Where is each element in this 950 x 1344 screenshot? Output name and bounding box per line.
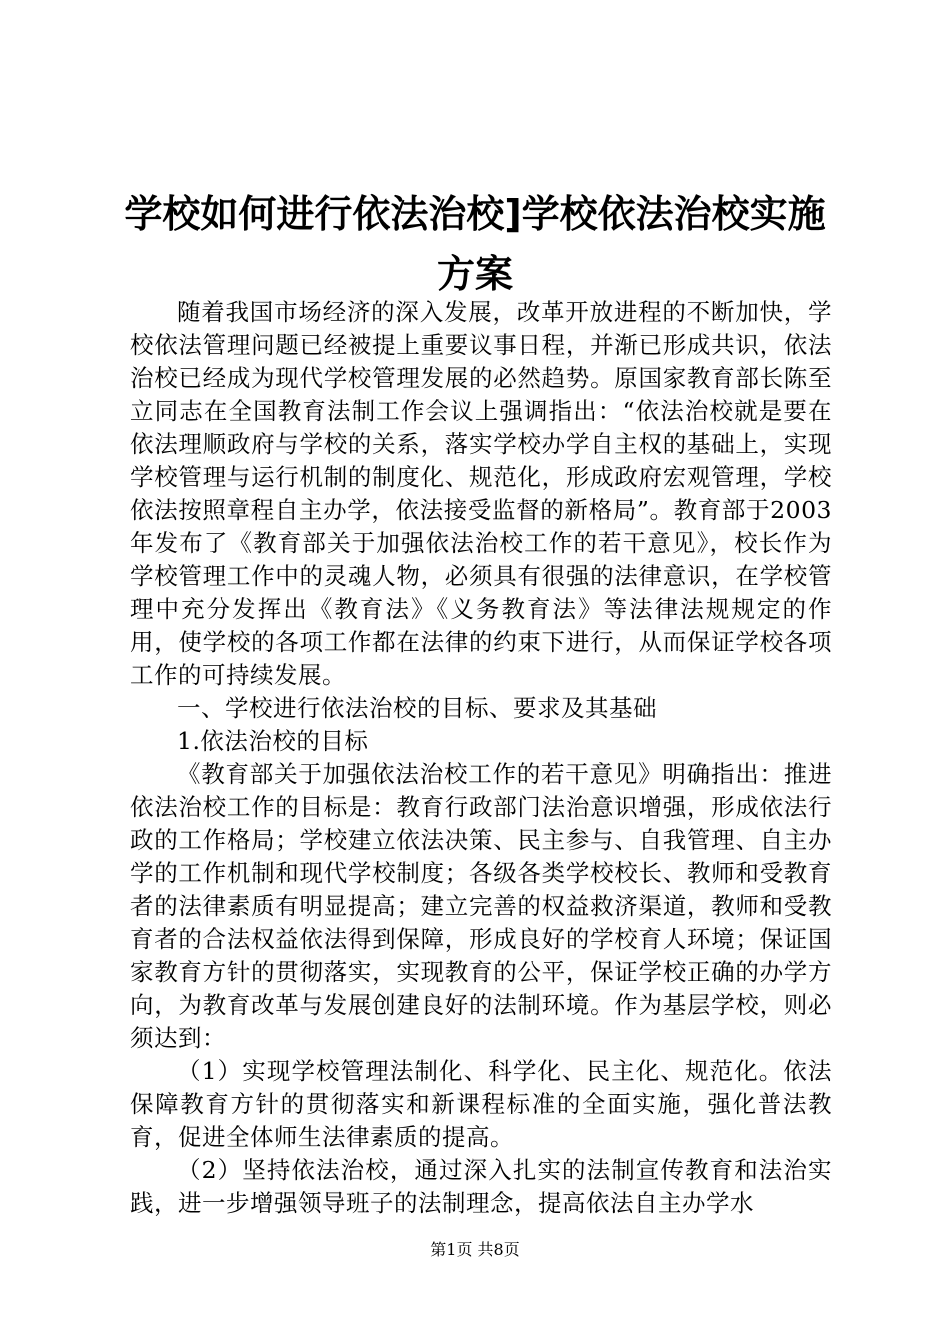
page-footer: 第1页 共8页	[430, 1240, 520, 1259]
list-item-2: （2）坚持依法治校，通过深入扎实的法制宣传教育和法治实践，进一步增强领导班子的法制理念，提高依法自主办学水	[130, 1156, 832, 1217]
intro-paragraph: 随着我国市场经济的深入发展，改革开放进程的不断加快，学校依法管理问题已经被提上重要议事日程，并渐已形成共识，依法治校已经成为现代学校管理发展的必然趋势。原国家教育部长陈至立同志在全国教育法制工作会议上强调指出：“依法治校就是要在依法理顺政府与学校的关系，落实学校办学自主权的基础上，实现学校管理与运行机制的制度化、规范化，形成政府宏观管理，学校依法按照章程自主办学，依法接受监督的新格局”。教育部于2003年发布了《教育部关于加强依法治校工作的若干意见》，校长作为学校管理工作中的灵魂人物，必须具有很强的法律意识，在学校管理中充分发挥出《教育法》《义务教育法》等法律法规规定的作用，使学校的各项工作都在法律的约束下进行，从而保证学校各项工作的可持续发展。	[130, 298, 832, 689]
list-item-1: （1）实现学校管理法制化、科学化、民主化、规范化。依法保障教育方针的贯彻落实和新课程标准的全面实施，强化普法教育，促进全体师生法律素质的提高。	[130, 1057, 832, 1151]
section-heading-1: 一、学校进行依法治校的目标、要求及其基础	[177, 694, 657, 722]
document-title: 学校如何进行依法治校]学校依法治校实施方案	[124, 192, 826, 296]
document-body	[130, 296, 832, 1220]
subsection-heading-1-1: 1.依法治校的目标	[177, 727, 369, 755]
goal-paragraph: 《教育部关于加强依法治校工作的若干意见》明确指出：推进依法治校工作的目标是：教育行政部门法治意识增强，形成依法行政的工作格局；学校建立依法决策、民主参与、自我管理、自主办学的工作机制和现代学校制度；各级各类学校校长、教师和受教育者的法律素质有明显提高；建立完善的权益救济渠道，教师和受教育者的合法权益依法得到保障，形成良好的学校育人环境；保证国家教育方针的贯彻落实，实现教育的公平，保证学校正确的办学方向，为教育改革与发展创建良好的法制环境。作为基层学校，则必须达到：	[130, 760, 832, 1052]
